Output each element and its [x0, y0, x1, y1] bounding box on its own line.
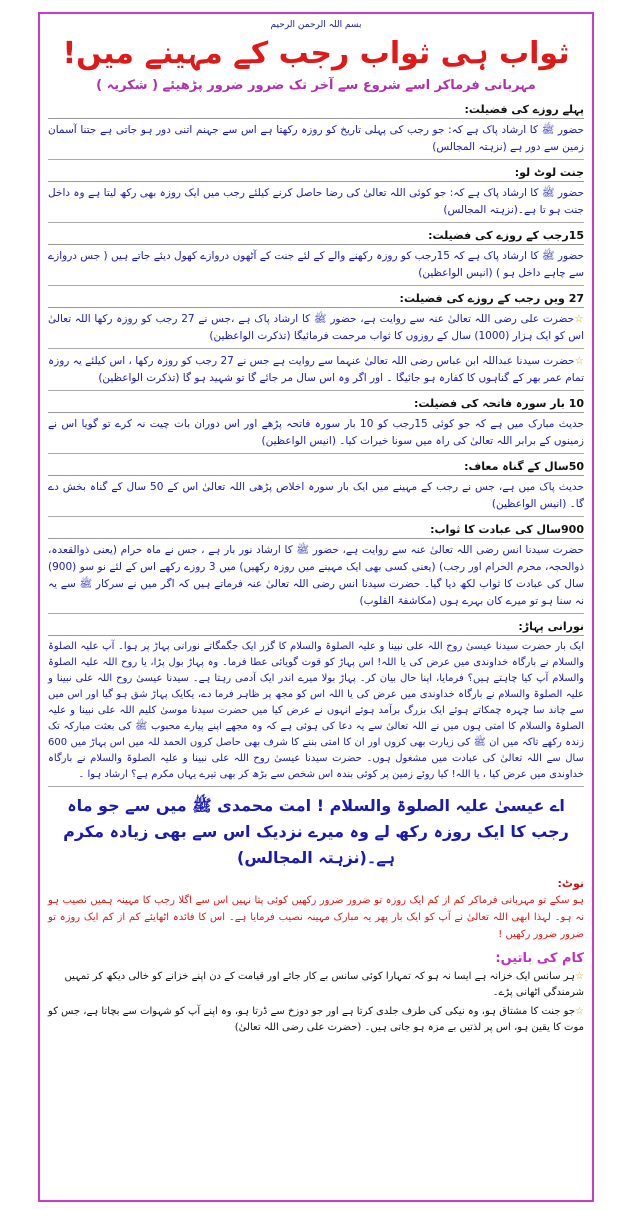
- section-heading: جنت لوٹ لو:: [48, 164, 584, 182]
- list-item-text: ہر سانس ایک خزانہ ہے ایسا نہ ہو کہ تمہارا کوئی سانس بے کار جائے اور قیامت کے دن اپنے خزانے کو خالی دیکھ کر تمہیں شرمندگی اٹھانی پڑے۔: [64, 971, 584, 998]
- star-icon: ☆: [574, 355, 584, 367]
- section-text-body: حضرت سیدنا عبداللہ ابن عباس رضی اللہ تعالیٰ عنہما سے روایت ہے جس نے 27 رجب کو روزہ رکھا ، اس کیلئے یہ روزہ تمام عمر بھر کے گناہوں کا کفارہ ہو جائیگا ۔ اور اگر وہ اس سال مر جائے گا تو شہید ہو گا (تذکرت الواعظین): [48, 355, 584, 384]
- section-8: [48, 521, 584, 614]
- highlight-quote: اے عیسیٰ علیہ الصلوۃ والسلام ! امت محمدی ﷺ میں سے جو ماہ رجب کا ایک روزہ رکھ لے وہ میرے نزدیک اس سے بھی زیادہ مکرم ہے۔(نزہتہ المجالس): [63, 796, 569, 867]
- section-text: ایک بار حضرت سیدنا عیسیٰ روح اللہ علی نبینا و علیہ الصلوۃ والسلام کا گزر ایک جگمگاتے نورانی پہاڑ پر ہوا۔ آپ علیہ الصلوۃ والسلام نے بارگاہ خداوندی میں عرض کی یا اللہ! اس پہاڑ کو قوت گویائی عطا فرما۔ وہ پہاڑ بول پڑا، یا روح اللہ علیہ الصلوۃ والسلام آپ کیا چاہتے ہیں؟ فرمایا، اپنا حال بیان کر۔ پہاڑ بولا میرے اندر ایک آدمی رہتا ہے۔ سیدنا عیسیٰ روح اللہ علی نبینا و علیہ الصلوۃ والسلام نے بارگاہ خداوندی میں عرض کی یا اللہ اس کو مجھ پر ظاہر فرما دے، یکایک پہاڑ شق ہو گیا اور اس میں سے چاند سا چہرہ چمکاتے ہوئے ایک بزرگ برآمد ہوئے انہوں نے عرض کیا میں حضرت سیدنا موسیٰ کلیم اللہ علی نبینا و علیہ الصلوۃ والسلام کا امتی ہوں میں نے اللہ تعالیٰ سے یہ دعا کی ہوئی ہے کہ وہ مجھے اپنے پیارے محبوب ﷺ کی بعثت مبارکہ تک زندہ رکھے تاکہ میں ان ﷺ کی زیارت بھی کروں اور ان کا امتی بننے کا شرف بھی حاصل کروں الحمد للہ میں اس پہاڑ میں 600 سال سے اللہ تعالیٰ کی عبادت میں مشغول ہوں۔ حضرت سیدنا عیسیٰ روح اللہ علی نبینا و علیہ الصلوۃ والسلام نے بارگاہ خداوندی میں عرض کیا ، یا اللہ! کیا روئے زمین پر کوئی بندہ اس شخص سے بڑھ کر بھی تیرے یہاں مکرم ہے؟ ارشاد ہوا ۔: [48, 639, 584, 787]
- section-heading: 50سال کے گناہ معاف:: [48, 458, 584, 476]
- section-text: حضور ﷺ کا ارشاد پاک ہے کہ: جو کوئی اللہ تعالیٰ کی رضا حاصل کرنے کیلئے رجب میں ایک روزہ بھی رکھ لیتا ہے وہ داخل جنت ہو تا ہے۔(نزہتہ المجالس): [48, 185, 584, 223]
- section-1: [48, 101, 584, 160]
- page-subtitle: مہربانی فرماکر اسے شروع سے آخر تک ضرور ضرور پڑھیئے ( شکریہ ): [96, 78, 536, 93]
- section-heading: 27 ویں رجب کے روزے کی فضیلت:: [48, 290, 584, 308]
- note-text: ہو سکے تو مہربانی فرماکر کم از کم ایک روزہ تو ضرور ضرور رکھیں کوئی پتا نہیں اس سے اگلا رجب کا مہینہ ہمیں نصیب ہو نہ ہو۔ لہذا ابھی اللہ تعالیٰ نے آپ کو ایک بار پھر یہ مبارک مہینہ نصیب فرمایا ہے۔ اس کا فائدہ اٹھایئے کم از کم ایک روزہ تو ضرور ضرور رکھیں !: [48, 895, 584, 940]
- section-9: [48, 618, 584, 787]
- section-4: [48, 290, 584, 349]
- section-text: حضور ﷺ کا ارشاد پاک ہے کہ 15رجب کو روزہ رکھنے والے کے لئے جنت کے آٹھوں دروازے کھول دیئے جاتے ہیں ( جس دروازے سے چاہے داخل ہو ) (انیس الواعظین): [48, 248, 584, 286]
- section-7: [48, 458, 584, 517]
- section-heading: 15رجب کے روزے کی فضیلت:: [48, 227, 584, 245]
- section-2: [48, 164, 584, 223]
- section-5: [48, 353, 584, 391]
- section-text: حدیث مبارک میں ہے کہ جو کوئی 15رجب کو 10 بار سورہ فاتحہ پڑھے اور اس دوران بات چیت نہ کرے تو گویا اس نے زمینوں کے برابر اللہ تعالیٰ کی راہ میں سونا خیرات کیا۔ (انیس الواعظین): [48, 416, 584, 454]
- document-page: [38, 12, 594, 1202]
- bismillah: بسم اللہ الرحمن الرحیم: [270, 20, 362, 30]
- section-text-body: حضرت علی رضی اللہ تعالیٰ عنہ سے روایت ہے، حضور ﷺ کا ارشاد پاک ہے ،جس نے 27 رجب کو روزہ رکھا اللہ تعالیٰ اس کو ایک ہزار (1000) سال کے روزوں کا ثواب مرحمت فرمائیگا (تذکرت الواعظین): [48, 313, 584, 342]
- section-text: [48, 353, 584, 391]
- section-text: [48, 311, 584, 349]
- section-text: حدیث پاک میں ہے، جس نے رجب کے مہینے میں ایک بار سورہ اخلاص پڑھی اللہ تعالیٰ اس کے 50 سال کے گناہ بخش دے گا۔ (انیس الواعظین): [48, 479, 584, 517]
- section-text: حضرت سیدنا انس رضی اللہ تعالیٰ عنہ سے روایت ہے، حضور ﷺ کا ارشاد نور بار ہے ، جس نے ماہ حرام (یعنی ذوالقعدہ، ذوالحجہ، محرم الحرام اور رجب) (یعنی کسی بھی ایک مہینے میں روزہ رکھیں) میں 3 روزے رکھے اس کے لئے نو سو (900) سال کی عبادت کا ثواب لکھ دیا گیا۔ حضرت سیدنا انس رضی اللہ تعالیٰ عنہ فرماتے ہیں کہ اگر میں نے سرکار ﷺ سے یہ نہ سنا ہو تو میرے کان بہرے ہوں (مکاشفۃ القلوب): [48, 542, 584, 614]
- star-icon: ☆: [575, 1006, 584, 1017]
- section-heading: 10 بار سورہ فاتحہ کی فضیلت:: [48, 395, 584, 413]
- star-icon: ☆: [574, 313, 584, 325]
- list-item: [48, 969, 584, 1001]
- list-item: [48, 1004, 584, 1036]
- star-icon: ☆: [575, 971, 584, 982]
- section-6: [48, 395, 584, 454]
- section-heading: نورانی پہاڑ:: [48, 618, 584, 636]
- section-text: حضور ﷺ کا ارشاد پاک ہے کہ: جو رجب کی پہلی تاریخ کو روزہ رکھتا ہے اس سے جہنم اتنی دور ہو جاتی ہے جتنا آسمان زمین سے دور ہے (نزہتہ المجالس): [48, 122, 584, 160]
- kaam-heading: کام کی باتیں:: [495, 951, 584, 966]
- note-heading: نوٹ:: [557, 877, 584, 890]
- section-heading: 900سال کی عبادت کا ثواب:: [48, 521, 584, 539]
- section-3: [48, 227, 584, 286]
- section-heading: پہلے روزے کی فضیلت:: [48, 101, 584, 119]
- page-title: ثواب ہی ثواب رجب کے مہینے میں!: [62, 36, 570, 71]
- list-item-text: جو جنت کا مشتاق ہو، وہ نیکی کی طرف جلدی کرتا ہے اور جو دوزخ سے ڈرتا ہو، وہ اپنے آپ کو شہوات سے بچاتا ہے، جس کو موت کا یقین ہو، اس پر لذتیں بے مزہ ہو جاتی ہیں۔ (حضرت علی رضی اللہ تعالیٰ): [48, 1006, 584, 1033]
